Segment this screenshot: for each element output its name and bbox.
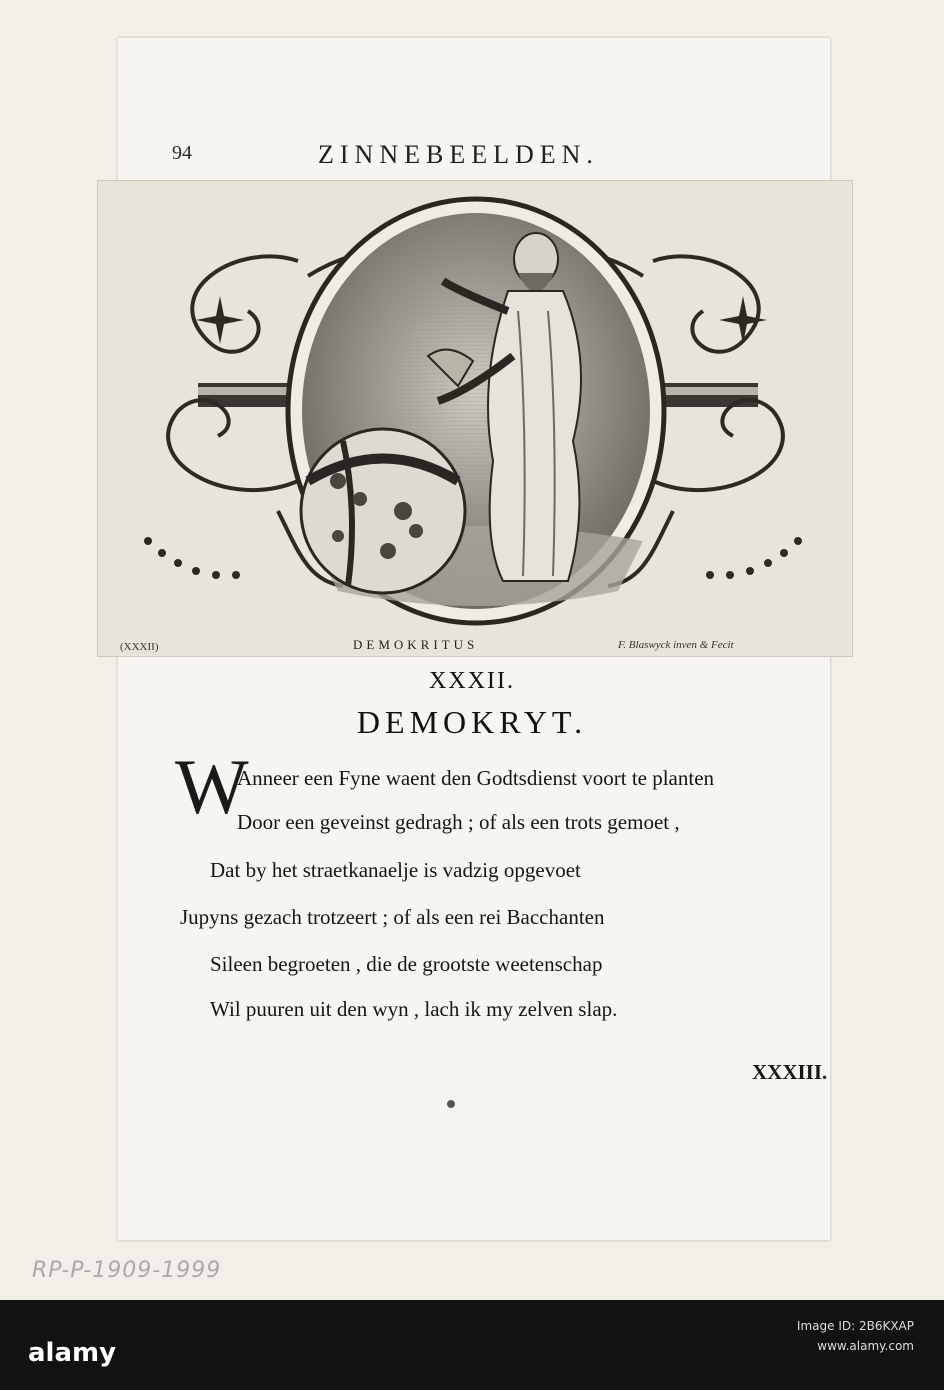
footer-brand: alamy [28,1338,117,1368]
poem-line-1: Anneer een Fyne waent den Godtsdienst voort te planten [237,766,715,790]
poem-line-5: Sileen begroeten , die de grootste weetenschap [210,952,603,976]
plate-number: (XXXII) [120,641,159,653]
catchword: XXXIII. [752,1060,828,1084]
running-head: ZINNEBEELDEN. [318,140,599,169]
plate-title: DEMOKRITUS [353,637,479,652]
footer-image-info [797,1316,914,1356]
globe [301,429,465,593]
poem-line-3: Dat by het straetkanaelje is vadzig opgevoet [210,858,581,882]
poem-line-2: Door een geveinst gedragh ; of als een trots gemoet , [237,810,680,834]
page-dot [447,1100,455,1108]
footer-image-id: Image ID: 2B6KXAP [796,1319,914,1333]
footer-site: www.alamy.com [817,1339,914,1353]
poem-line-4: Jupyns gezach trotzeert ; of als een rei Bacchanten [180,905,605,929]
engraving-plate [97,180,853,657]
engraving-illustration [98,181,852,656]
inventory-number: RP-P-1909-1999 [32,1258,222,1283]
poem-line-6: Wil puuren uit den wyn , lach ik my zelven slap. [210,997,618,1021]
drop-cap: W [175,743,249,830]
section-number: XXXII. [429,668,515,694]
plate-credit: F. Blaswyck inven & Fecit [618,639,734,651]
page-number: 94 [172,142,192,164]
section-title: DEMOKRYT. [356,704,588,740]
